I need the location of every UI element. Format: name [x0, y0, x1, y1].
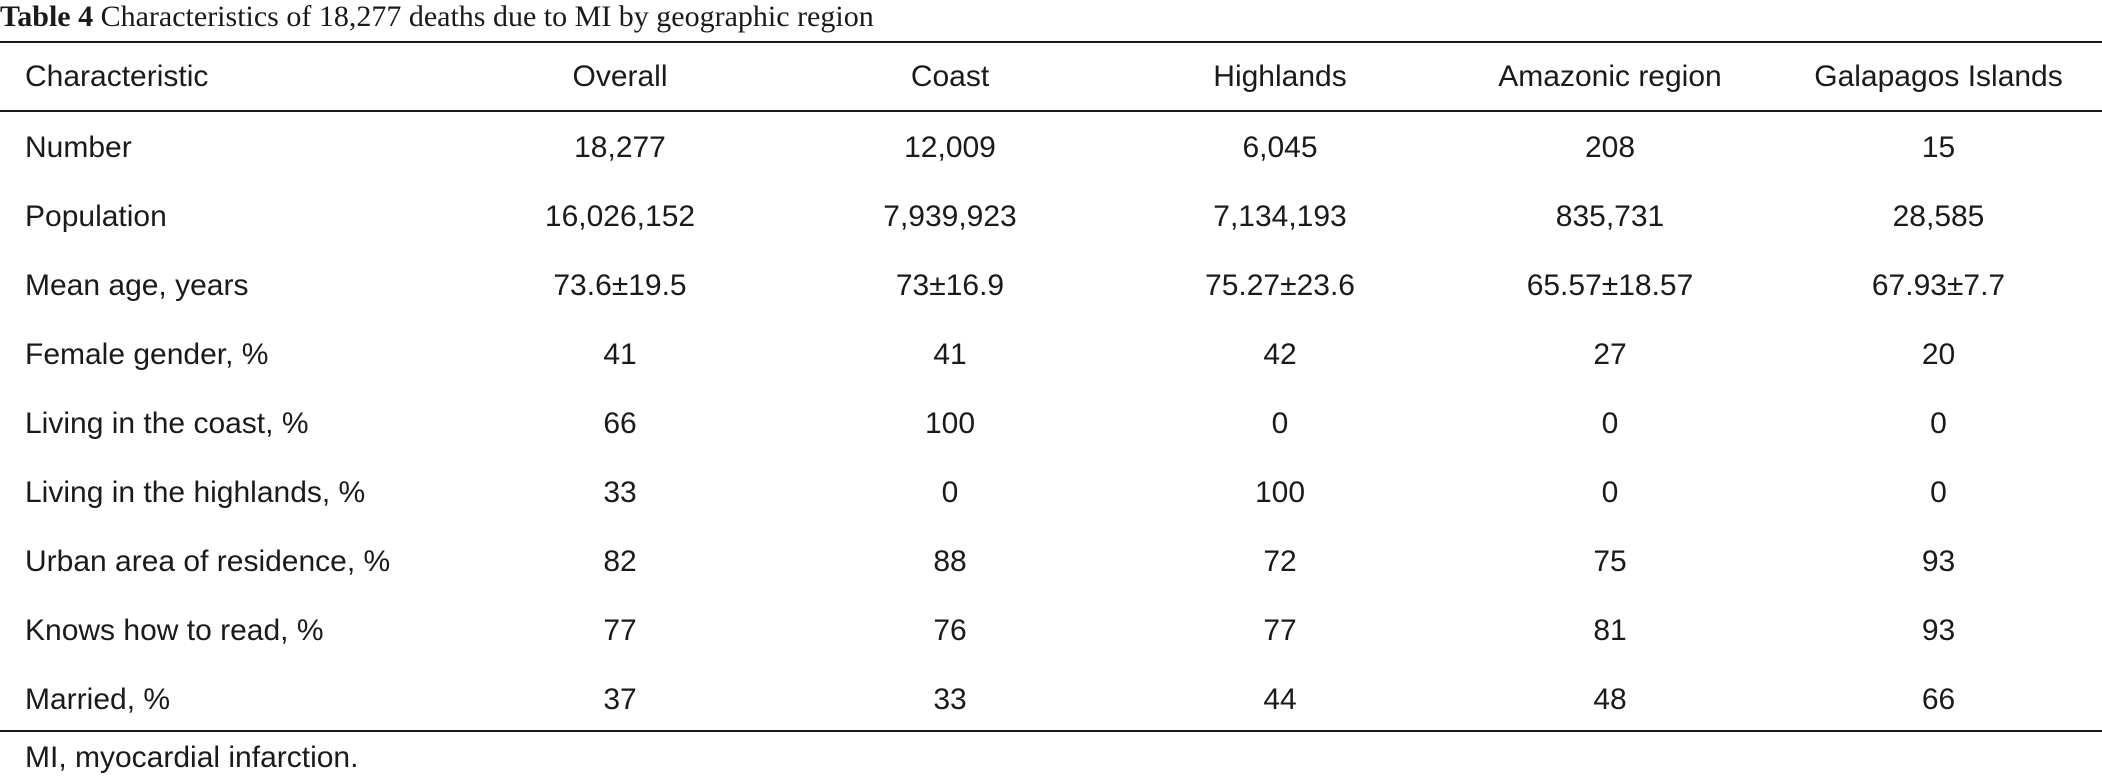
- table-cell: 77: [603, 613, 637, 647]
- table-body: [0, 110, 2102, 734]
- header-row: [0, 43, 2102, 110]
- table-cell: 65.57±18.57: [1526, 268, 1694, 302]
- table-cell: 15: [1921, 130, 1956, 164]
- row-label: Mean age, years: [25, 268, 249, 302]
- table-cell: 42: [1263, 337, 1297, 371]
- table-row: [0, 527, 2102, 596]
- row-label: Living in the highlands, %: [25, 475, 366, 509]
- table-cell: 93: [1921, 613, 1956, 647]
- table-cell: 0: [1601, 406, 1619, 440]
- column-header: Coast: [910, 59, 990, 93]
- table-cell: 82: [603, 544, 637, 578]
- column-header: Galapagos Islands: [1814, 59, 2063, 93]
- table-cell: 73.6±19.5: [553, 268, 687, 302]
- table-cell: 0: [941, 475, 959, 509]
- row-label: Population: [25, 199, 167, 233]
- table-row: [0, 458, 2102, 527]
- table-cell: 66: [1921, 682, 1956, 716]
- table-title: Characteristics of 18,277 deaths due to MI by geographic region: [100, 0, 874, 33]
- table-cell: 72: [1263, 544, 1297, 578]
- table-caption: [0, 0, 874, 38]
- table-cell: 37: [603, 682, 637, 716]
- table-row: [0, 389, 2102, 458]
- row-label: Female gender, %: [25, 337, 269, 371]
- table-cell: 66: [603, 406, 637, 440]
- row-label: Married, %: [25, 682, 171, 716]
- table-cell: 7,939,923: [883, 199, 1017, 233]
- table-row: [0, 596, 2102, 665]
- table-cell: 27: [1593, 337, 1627, 371]
- table-cell: 0: [1930, 406, 1947, 440]
- table-cell: 73±16.9: [895, 268, 1005, 302]
- table-cell: 88: [933, 544, 967, 578]
- column-header: Overall: [572, 59, 668, 93]
- table-cell: 67.93±7.7: [1871, 268, 2006, 302]
- column-header: Highlands: [1213, 59, 1347, 93]
- table-cell: 208: [1584, 130, 1636, 164]
- table-cell: 100: [1254, 475, 1306, 509]
- table-cell: 0: [1271, 406, 1289, 440]
- table-cell: 75: [1593, 544, 1627, 578]
- row-label: Living in the coast, %: [25, 406, 309, 440]
- table-cell: 48: [1593, 682, 1627, 716]
- table-cell: 41: [603, 337, 637, 371]
- table-cell: 12,009: [904, 130, 996, 164]
- table-cell: 100: [924, 406, 976, 440]
- table-cell: 41: [933, 337, 967, 371]
- table-cell: 33: [603, 475, 637, 509]
- table-cell: 28,585: [1892, 199, 1985, 233]
- table-row: [0, 665, 2102, 734]
- table-number: Table 4: [0, 0, 94, 33]
- table-cell: 6,045: [1242, 130, 1318, 164]
- row-label: Knows how to read, %: [25, 613, 324, 647]
- table-cell: 835,731: [1555, 199, 1665, 233]
- column-header: Amazonic region: [1498, 59, 1722, 93]
- column-header: Characteristic: [25, 59, 209, 93]
- table-row: [0, 182, 2102, 251]
- table-row: [0, 110, 2102, 182]
- row-label: Urban area of residence, %: [25, 544, 391, 578]
- table-row: [0, 251, 2102, 320]
- table-cell: 7,134,193: [1213, 199, 1347, 233]
- characteristics-table: [0, 43, 2102, 734]
- table-cell: 20: [1921, 337, 1956, 371]
- table-cell: 93: [1921, 544, 1956, 578]
- row-label: Number: [25, 130, 132, 164]
- table-cell: 77: [1263, 613, 1297, 647]
- table-cell: 76: [933, 613, 967, 647]
- table-cell: 18,277: [574, 130, 666, 164]
- table-cell: 33: [933, 682, 967, 716]
- table-footnote: MI, myocardial infarction.: [25, 741, 359, 774]
- table-cell: 81: [1593, 613, 1627, 647]
- table-cell: 75.27±23.6: [1205, 268, 1355, 302]
- table-cell: 0: [1930, 475, 1947, 509]
- table-cell: 0: [1601, 475, 1619, 509]
- table-row: [0, 320, 2102, 389]
- table-cell: 16,026,152: [544, 199, 696, 233]
- table-cell: 44: [1263, 682, 1297, 716]
